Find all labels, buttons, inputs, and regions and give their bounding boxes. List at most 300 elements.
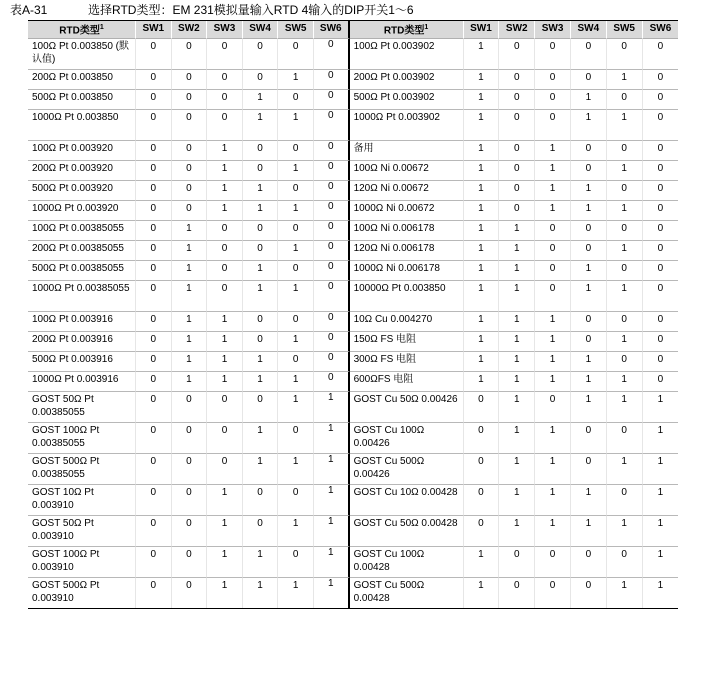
sw4-cell-left: 1 <box>243 281 279 312</box>
rtd-type-cell-left: 1000Ω Pt 0.003920 <box>28 201 136 221</box>
sw1-cell-right: 1 <box>464 281 500 312</box>
sw5-cell-left: 0 <box>278 261 314 281</box>
sw4-cell-right: 0 <box>571 547 607 578</box>
sw4-cell-right: 1 <box>571 485 607 516</box>
sw1-cell-right: 1 <box>464 578 500 608</box>
sw6-cell-right: 0 <box>643 241 679 261</box>
sw3-cell-right: 1 <box>535 201 571 221</box>
sw2-cell-right: 0 <box>499 181 535 201</box>
sw4-cell-right: 0 <box>571 423 607 454</box>
table-row <box>28 485 678 516</box>
sw6-cell-right: 0 <box>643 181 679 201</box>
sw3-cell-left: 1 <box>207 161 243 181</box>
sw6-cell-left: 1 <box>314 423 350 454</box>
sw6-cell-left: 0 <box>314 201 350 221</box>
table-row <box>28 110 678 141</box>
sw6-cell-right: 1 <box>643 547 679 578</box>
sw4-cell-left: 1 <box>243 352 279 372</box>
sw6-cell-left: 0 <box>314 161 350 181</box>
sw2-cell-left: 0 <box>172 181 208 201</box>
table-row <box>28 454 678 485</box>
sw2-cell-right: 1 <box>499 221 535 241</box>
sw3-cell-left: 1 <box>207 547 243 578</box>
sw1-cell-right: 1 <box>464 181 500 201</box>
rtd-type-cell-left: GOST 500Ω Pt 0.003910 <box>28 578 136 608</box>
sw3-cell-right: 0 <box>535 70 571 90</box>
sw6-cell-left: 0 <box>314 352 350 372</box>
header-rtd-type-right: RTD类型$^1$ <box>350 21 464 39</box>
header-sw2-left: SW2 <box>172 21 208 39</box>
header-sw3-left: SW3 <box>207 21 243 39</box>
sw2-cell-right: 1 <box>499 516 535 547</box>
sw4-cell-left: 1 <box>243 547 279 578</box>
sw6-cell-right: 1 <box>643 392 679 423</box>
sw2-cell-left: 1 <box>172 372 208 392</box>
table-row <box>28 181 678 201</box>
sw5-cell-left: 0 <box>278 181 314 201</box>
header-sw5-left: SW5 <box>278 21 314 39</box>
table-caption <box>10 3 414 17</box>
sw1-cell-left: 0 <box>136 312 172 332</box>
sw6-cell-right: 0 <box>643 110 679 141</box>
sw5-cell-left: 0 <box>278 39 314 70</box>
sw5-cell-right: 0 <box>607 90 643 110</box>
sw5-cell-right: 1 <box>607 241 643 261</box>
sw6-cell-right: 0 <box>643 141 679 161</box>
sw4-cell-right: 1 <box>571 110 607 141</box>
sw1-cell-left: 0 <box>136 70 172 90</box>
sw3-cell-right: 1 <box>535 181 571 201</box>
sw2-cell-right: 0 <box>499 201 535 221</box>
sw6-cell-right: 1 <box>643 454 679 485</box>
sw3-cell-right: 0 <box>535 281 571 312</box>
rtd-type-cell-left: GOST 10Ω Pt 0.003910 <box>28 485 136 516</box>
sw1-cell-left: 0 <box>136 352 172 372</box>
sw6-cell-left: 0 <box>314 181 350 201</box>
sw1-cell-right: 1 <box>464 141 500 161</box>
header-sw3-right: SW3 <box>535 21 571 39</box>
sw3-cell-left: 0 <box>207 281 243 312</box>
sw6-cell-right: 0 <box>643 352 679 372</box>
sw3-cell-right: 0 <box>535 392 571 423</box>
sw6-cell-right: 0 <box>643 221 679 241</box>
sw1-cell-right: 1 <box>464 261 500 281</box>
sw4-cell-right: 0 <box>571 221 607 241</box>
sw6-cell-left: 0 <box>314 141 350 161</box>
rtd-type-cell-right: 200Ω Pt 0.003902 <box>350 70 464 90</box>
sw1-cell-left: 0 <box>136 454 172 485</box>
sw4-cell-left: 0 <box>243 485 279 516</box>
sw3-cell-left: 0 <box>207 110 243 141</box>
sw2-cell-left: 0 <box>172 516 208 547</box>
sw4-cell-right: 1 <box>571 201 607 221</box>
sw5-cell-left: 1 <box>278 392 314 423</box>
sw1-cell-left: 0 <box>136 161 172 181</box>
sw5-cell-left: 0 <box>278 312 314 332</box>
table-row <box>28 312 678 332</box>
header-sw5-right: SW5 <box>607 21 643 39</box>
sw3-cell-right: 0 <box>535 39 571 70</box>
sw3-cell-right: 0 <box>535 241 571 261</box>
sw4-cell-left: 0 <box>243 221 279 241</box>
sw5-cell-right: 0 <box>607 547 643 578</box>
sw6-cell-right: 0 <box>643 281 679 312</box>
sw1-cell-right: 1 <box>464 221 500 241</box>
sw6-cell-left: 0 <box>314 39 350 70</box>
header-rtd-type-left: RTD类型$^1$ <box>28 21 136 39</box>
sw5-cell-right: 1 <box>607 70 643 90</box>
sw1-cell-right: 1 <box>464 312 500 332</box>
sw6-cell-left: 0 <box>314 110 350 141</box>
sw1-cell-right: 0 <box>464 423 500 454</box>
sw5-cell-left: 1 <box>278 281 314 312</box>
sw6-cell-right: 0 <box>643 332 679 352</box>
sw3-cell-left: 1 <box>207 312 243 332</box>
rtd-type-cell-right: 100Ω Ni 0.006178 <box>350 221 464 241</box>
sw5-cell-right: 0 <box>607 181 643 201</box>
rtd-type-cell-left: 500Ω Pt 0.003920 <box>28 181 136 201</box>
rtd-type-cell-left: 500Ω Pt 0.003850 <box>28 90 136 110</box>
rtd-type-cell-right: 120Ω Ni 0.00672 <box>350 181 464 201</box>
sw3-cell-left: 0 <box>207 261 243 281</box>
sw3-cell-left: 0 <box>207 39 243 70</box>
sw5-cell-right: 1 <box>607 372 643 392</box>
sw6-cell-right: 1 <box>643 516 679 547</box>
sw5-cell-right: 0 <box>607 39 643 70</box>
rtd-type-cell-right: 500Ω Pt 0.003902 <box>350 90 464 110</box>
table-row <box>28 261 678 281</box>
sw2-cell-left: 0 <box>172 201 208 221</box>
table-row <box>28 332 678 352</box>
sw2-cell-left: 0 <box>172 141 208 161</box>
sw1-cell-right: 1 <box>464 161 500 181</box>
sw3-cell-right: 1 <box>535 516 571 547</box>
table-row <box>28 352 678 372</box>
sw4-cell-right: 0 <box>571 39 607 70</box>
sw5-cell-right: 1 <box>607 454 643 485</box>
sw3-cell-right: 0 <box>535 110 571 141</box>
sw3-cell-left: 0 <box>207 70 243 90</box>
sw3-cell-left: 0 <box>207 454 243 485</box>
sw6-cell-right: 0 <box>643 39 679 70</box>
rtd-type-cell-right: GOST Cu 500Ω 0.00426 <box>350 454 464 485</box>
sw4-cell-right: 0 <box>571 161 607 181</box>
sw5-cell-right: 1 <box>607 281 643 312</box>
sw6-cell-right: 1 <box>657 580 664 591</box>
rtd-type-cell-right: GOST Cu 100Ω 0.00426 <box>350 423 464 454</box>
sw2-cell-right: 0 <box>499 161 535 181</box>
table-row <box>28 39 678 70</box>
sw6-cell-left: 1 <box>314 578 350 608</box>
sw2-cell-left: 0 <box>172 392 208 423</box>
sw3-cell-left: 0 <box>207 423 243 454</box>
rtd-type-cell-left: 100Ω Pt 0.003920 <box>28 141 136 161</box>
sw2-cell-right: 1 <box>499 454 535 485</box>
sw4-cell-right: 0 <box>571 332 607 352</box>
sw3-cell-right: 0 <box>535 547 571 578</box>
sw2-cell-left: 0 <box>172 70 208 90</box>
sw2-cell-right: 1 <box>499 241 535 261</box>
sw5-cell-right: 1 <box>607 110 643 141</box>
rtd-type-cell-right: GOST Cu 500Ω 0.00428 <box>350 578 464 608</box>
sw5-cell-right: 1 <box>607 392 643 423</box>
sw3-cell-right: 0 <box>535 261 571 281</box>
sw1-cell-left: 0 <box>136 281 172 312</box>
sw2-cell-right: 1 <box>499 352 535 372</box>
sw5-cell-left: 0 <box>278 485 314 516</box>
sw5-cell-right: 0 <box>607 312 643 332</box>
sw6-cell-left: 0 <box>314 261 350 281</box>
sw6-cell-right: 0 <box>643 90 679 110</box>
sw1-cell-right: 1 <box>464 39 500 70</box>
sw5-cell-right: 0 <box>607 221 643 241</box>
table-row <box>28 221 678 241</box>
table-row <box>28 161 678 181</box>
sw2-cell-left: 1 <box>172 312 208 332</box>
sw5-cell-left: 0 <box>278 547 314 578</box>
header-sw4-right: SW4 <box>571 21 607 39</box>
sw5-cell-left: 1 <box>278 70 314 90</box>
sw2-cell-left: 1 <box>172 332 208 352</box>
sw3-cell-left: 1 <box>207 372 243 392</box>
sw3-cell-left: 0 <box>207 392 243 423</box>
sw6-cell-right: 0 <box>643 261 679 281</box>
table-row <box>28 372 678 392</box>
sw4-cell-right: 1 <box>571 372 607 392</box>
sw6-cell-left: 0 <box>314 281 350 312</box>
sw6-cell-right: 1 <box>643 423 679 454</box>
table-row <box>28 241 678 261</box>
header-sw6-right: SW6 <box>643 21 679 39</box>
sw4-cell-left: 0 <box>243 392 279 423</box>
rtd-type-cell-left: 100Ω Pt 0.003850 (默认值) <box>28 39 136 70</box>
sw4-cell-left: 1 <box>243 201 279 221</box>
sw6-cell-left: 0 <box>314 70 350 90</box>
sw4-cell-left: 1 <box>243 372 279 392</box>
sw2-cell-right: 1 <box>499 332 535 352</box>
sw2-cell-left: 0 <box>172 90 208 110</box>
sw2-cell-left: 0 <box>172 485 208 516</box>
sw2-cell-right: 0 <box>499 547 535 578</box>
sw3-cell-left: 1 <box>207 516 243 547</box>
sw4-cell-right: 1 <box>571 261 607 281</box>
sw5-cell-right: 0 <box>607 423 643 454</box>
table-row <box>28 516 678 547</box>
rtd-type-cell-left: 1000Ω Pt 0.00385055 <box>28 281 136 312</box>
table-row <box>28 141 678 161</box>
sw2-cell-left: 1 <box>172 221 208 241</box>
sw1-cell-right: 0 <box>464 392 500 423</box>
sw3-cell-left: 1 <box>207 332 243 352</box>
sw1-cell-right: 0 <box>464 454 500 485</box>
rtd-type-cell-right: 100Ω Ni 0.00672 <box>350 161 464 181</box>
table-row <box>28 578 678 608</box>
table-row <box>28 90 678 110</box>
sw6-cell-left: 0 <box>314 241 350 261</box>
sw6-cell-right: 0 <box>643 312 679 332</box>
sw2-cell-left: 0 <box>172 161 208 181</box>
sw6-cell-left: 1 <box>314 516 350 547</box>
rtd-type-cell-left: 200Ω Pt 0.003916 <box>28 332 136 352</box>
sw4-cell-left: 0 <box>243 241 279 261</box>
sw6-cell-right: 0 <box>643 372 679 392</box>
sw4-cell-left: 1 <box>243 578 279 608</box>
sw3-cell-right: 1 <box>535 352 571 372</box>
sw3-cell-left: 0 <box>207 221 243 241</box>
sw4-cell-right: 0 <box>571 70 607 90</box>
sw6-cell-left: 0 <box>314 312 350 332</box>
sw3-cell-right: 1 <box>535 161 571 181</box>
sw3-cell-left: 0 <box>207 90 243 110</box>
sw6-cell-left: 1 <box>314 485 350 516</box>
table-row <box>28 423 678 454</box>
sw5-cell-right: 1 <box>607 516 643 547</box>
sw2-cell-right: 1 <box>499 281 535 312</box>
sw5-cell-right: 0 <box>607 261 643 281</box>
sw1-cell-left: 0 <box>136 181 172 201</box>
sw2-cell-left: 0 <box>172 39 208 70</box>
sw2-cell-left: 0 <box>172 423 208 454</box>
sw1-cell-left: 0 <box>136 423 172 454</box>
table-row <box>28 547 678 578</box>
rtd-type-cell-right: 10Ω Cu 0.004270 <box>350 312 464 332</box>
sw4-cell-right: 0 <box>571 141 607 161</box>
sw5-cell-right: 0 <box>607 485 643 516</box>
sw4-cell-right: 1 <box>571 90 607 110</box>
rtd-type-cell-right: GOST Cu 10Ω 0.00428 <box>350 485 464 516</box>
sw4-cell-left: 1 <box>243 181 279 201</box>
sw1-cell-right: 1 <box>464 201 500 221</box>
rtd-type-cell-left: GOST 100Ω Pt 0.00385055 <box>28 423 136 454</box>
sw5-cell-right: 0 <box>607 141 643 161</box>
sw3-cell-left: 1 <box>207 352 243 372</box>
sw5-cell-left: 1 <box>278 372 314 392</box>
rtd-type-cell-right: GOST Cu 100Ω 0.00428 <box>350 547 464 578</box>
rtd-type-cell-left: GOST 50Ω Pt 0.00385055 <box>28 392 136 423</box>
sw5-cell-left: 1 <box>278 516 314 547</box>
sw2-cell-right: 0 <box>499 141 535 161</box>
sw6-cell-left: 0 <box>314 221 350 241</box>
sw1-cell-left: 0 <box>136 392 172 423</box>
sw2-cell-right: 0 <box>499 70 535 90</box>
sw1-cell-left: 0 <box>136 141 172 161</box>
sw6-cell-right: 0 <box>643 70 679 90</box>
sw1-cell-left: 0 <box>136 261 172 281</box>
sw3-cell-right: 1 <box>535 141 571 161</box>
sw1-cell-right: 1 <box>464 241 500 261</box>
sw1-cell-left: 0 <box>136 332 172 352</box>
sw2-cell-left: 0 <box>172 454 208 485</box>
sw2-cell-right: 0 <box>499 578 535 608</box>
rtd-type-cell-left: 100Ω Pt 0.00385055 <box>28 221 136 241</box>
sw3-cell-right: 1 <box>535 332 571 352</box>
sw5-cell-right: 1 <box>607 578 643 608</box>
sw2-cell-right: 0 <box>499 39 535 70</box>
rtd-type-cell-right: 1000Ω Ni 0.006178 <box>350 261 464 281</box>
sw2-cell-right: 1 <box>499 485 535 516</box>
sw1-cell-right: 0 <box>464 516 500 547</box>
sw1-cell-right: 1 <box>464 70 500 90</box>
rtd-type-cell-left: GOST 100Ω Pt 0.003910 <box>28 547 136 578</box>
sw4-cell-right: 1 <box>571 392 607 423</box>
sw4-cell-left: 0 <box>243 141 279 161</box>
rtd-type-cell-right: 备用 <box>350 141 464 161</box>
sw3-cell-left: 1 <box>207 181 243 201</box>
sw3-cell-left: 1 <box>207 578 243 608</box>
sw6-cell-right: 1 <box>643 485 679 516</box>
sw3-cell-left: 0 <box>207 241 243 261</box>
sw2-cell-left: 0 <box>172 578 208 608</box>
sw5-cell-left: 0 <box>278 352 314 372</box>
sw5-cell-left: 1 <box>278 110 314 141</box>
sw4-cell-right: 1 <box>571 181 607 201</box>
sw1-cell-right: 1 <box>464 110 500 141</box>
sw4-cell-left: 1 <box>243 423 279 454</box>
sw1-cell-right: 0 <box>464 485 500 516</box>
table-row <box>28 392 678 423</box>
rtd-type-cell-left: GOST 50Ω Pt 0.003910 <box>28 516 136 547</box>
sw1-cell-left: 0 <box>136 110 172 141</box>
sw4-cell-right: 1 <box>571 281 607 312</box>
sw1-cell-left: 0 <box>136 485 172 516</box>
sw5-cell-left: 1 <box>278 161 314 181</box>
rtd-type-cell-left: GOST 500Ω Pt 0.00385055 <box>28 454 136 485</box>
sw5-cell-left: 1 <box>278 201 314 221</box>
sw4-cell-left: 1 <box>243 90 279 110</box>
sw4-cell-right: 1 <box>571 516 607 547</box>
rtd-type-cell-left: 200Ω Pt 0.00385055 <box>28 241 136 261</box>
sw4-cell-left: 1 <box>243 454 279 485</box>
sw2-cell-right: 0 <box>499 90 535 110</box>
rtd-type-cell-right: 120Ω Ni 0.006178 <box>350 241 464 261</box>
sw3-cell-right: 0 <box>535 221 571 241</box>
rtd-type-cell-left: 500Ω Pt 0.00385055 <box>28 261 136 281</box>
sw4-cell-left: 0 <box>243 312 279 332</box>
sw6-cell-left: 1 <box>314 392 350 423</box>
header-sw1-right: SW1 <box>464 21 500 39</box>
sw2-cell-left: 1 <box>172 261 208 281</box>
rtd-type-cell-right: 1000Ω Ni 0.00672 <box>350 201 464 221</box>
table-row <box>28 281 678 312</box>
rtd-type-cell-right: 600ΩFS 电阻 <box>350 372 464 392</box>
sw3-cell-right: 1 <box>535 423 571 454</box>
header-sw4-left: SW4 <box>243 21 279 39</box>
sw4-cell-left: 0 <box>243 332 279 352</box>
sw1-cell-left: 0 <box>136 516 172 547</box>
sw2-cell-left: 0 <box>172 110 208 141</box>
sw3-cell-left: 1 <box>207 201 243 221</box>
sw5-cell-left: 0 <box>278 423 314 454</box>
sw5-cell-right: 1 <box>607 161 643 181</box>
sw2-cell-left: 1 <box>172 241 208 261</box>
sw4-cell-left: 0 <box>243 516 279 547</box>
sw1-cell-left: 0 <box>136 372 172 392</box>
rtd-type-cell-right: 10000Ω Pt 0.003850 <box>350 281 464 312</box>
sw5-cell-left: 0 <box>278 141 314 161</box>
sw5-cell-right: 1 <box>607 332 643 352</box>
sw3-cell-right: 1 <box>535 312 571 332</box>
sw4-cell-left: 0 <box>243 161 279 181</box>
rtd-type-cell-right: 100Ω Pt 0.003902 <box>350 39 464 70</box>
sw4-cell-right: 0 <box>571 241 607 261</box>
header-sw6-left: SW6 <box>314 21 350 39</box>
sw5-cell-right: 1 <box>607 201 643 221</box>
sw3-cell-right: 0 <box>535 90 571 110</box>
table-number: 表A-31 <box>10 3 48 17</box>
sw1-cell-right: 1 <box>464 547 500 578</box>
sw5-cell-left: 0 <box>278 221 314 241</box>
sw3-cell-left: 1 <box>207 485 243 516</box>
